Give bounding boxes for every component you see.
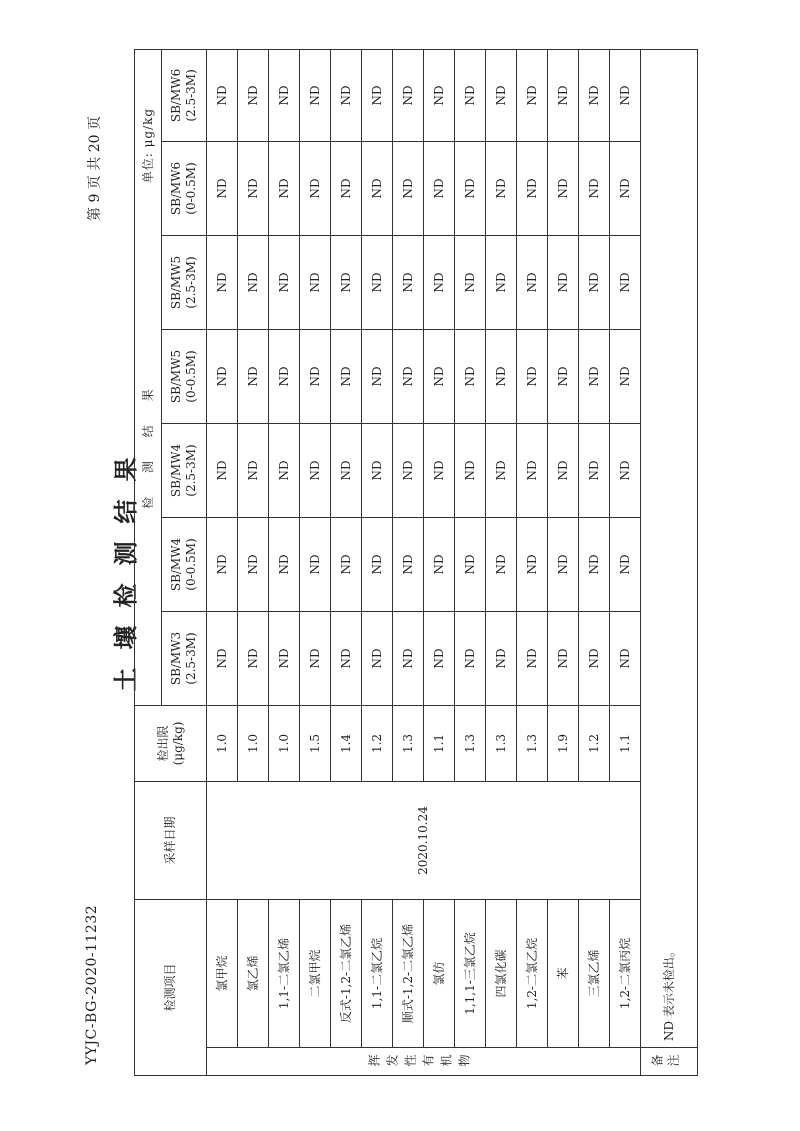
- result-cell: ND: [455, 611, 486, 705]
- item-cell: 二氯甲烷: [300, 899, 331, 1047]
- result-cell: ND: [486, 49, 517, 141]
- limit-cell: 1.2: [362, 705, 393, 781]
- result-cell: ND: [393, 235, 424, 329]
- result-cell: ND: [548, 141, 579, 235]
- result-cell: ND: [486, 329, 517, 423]
- result-cell: ND: [269, 423, 300, 517]
- result-cell: ND: [486, 423, 517, 517]
- result-cell: ND: [486, 141, 517, 235]
- result-cell: ND: [517, 235, 548, 329]
- item-cell: 氯仿: [424, 899, 455, 1047]
- results-table: [134, 49, 698, 1076]
- result-cell: ND: [300, 517, 331, 611]
- result-cell: ND: [610, 49, 641, 141]
- result-cell: ND: [517, 517, 548, 611]
- result-cell: ND: [207, 329, 238, 423]
- date-header: 采样日期: [135, 781, 207, 899]
- sample-header: SB/MW3 (2.5-3M): [162, 611, 207, 705]
- limit-cell: 1.0: [238, 705, 269, 781]
- result-cell: ND: [331, 423, 362, 517]
- result-cell: ND: [207, 423, 238, 517]
- limit-cell: 1.1: [610, 705, 641, 781]
- sample-date-cell: 2020.10.24: [207, 781, 641, 899]
- result-cell: ND: [207, 517, 238, 611]
- sample-header: SB/MW6 (0-0.5M): [162, 141, 207, 235]
- item-cell: 四氯化碳: [486, 899, 517, 1047]
- result-cell: ND: [579, 423, 610, 517]
- result-cell: ND: [517, 611, 548, 705]
- result-cell: ND: [300, 141, 331, 235]
- table-row: [517, 49, 548, 1075]
- result-cell: ND: [579, 517, 610, 611]
- report-code: YYJC-BG-2020-11232: [84, 904, 100, 1065]
- result-cell: ND: [579, 49, 610, 141]
- result-cell: ND: [362, 235, 393, 329]
- table-row: [331, 49, 362, 1075]
- note-label-cell: [641, 1048, 698, 1076]
- result-cell: ND: [362, 141, 393, 235]
- limit-cell: 1.3: [517, 705, 548, 781]
- result-cell: ND: [455, 141, 486, 235]
- table-row: [300, 49, 331, 1075]
- result-cell: ND: [269, 517, 300, 611]
- table-row: [207, 49, 238, 1075]
- result-cell: ND: [517, 49, 548, 141]
- limit-cell: 1.3: [393, 705, 424, 781]
- note-row: [641, 49, 698, 1075]
- unit-label: 单位: μg/kg: [140, 107, 155, 184]
- item-cell: 苯: [548, 899, 579, 1047]
- result-cell: ND: [579, 235, 610, 329]
- result-cell: ND: [548, 49, 579, 141]
- results-group-header: [135, 49, 162, 705]
- result-cell: ND: [331, 235, 362, 329]
- item-header: 检测项目: [135, 899, 207, 1075]
- result-cell: ND: [548, 423, 579, 517]
- table-row: [486, 49, 517, 1075]
- limit-cell: 1.3: [455, 705, 486, 781]
- limit-cell: 1.0: [269, 705, 300, 781]
- result-cell: ND: [486, 517, 517, 611]
- result-cell: ND: [238, 329, 269, 423]
- table-row: [455, 49, 486, 1075]
- result-cell: ND: [548, 235, 579, 329]
- result-cell: ND: [300, 329, 331, 423]
- result-cell: ND: [238, 611, 269, 705]
- result-cell: ND: [486, 235, 517, 329]
- result-cell: ND: [455, 235, 486, 329]
- limit-cell: 1.4: [331, 705, 362, 781]
- result-cell: ND: [269, 141, 300, 235]
- limit-cell: 1.5: [300, 705, 331, 781]
- result-cell: ND: [362, 329, 393, 423]
- result-cell: ND: [393, 141, 424, 235]
- result-cell: ND: [424, 235, 455, 329]
- result-cell: ND: [238, 141, 269, 235]
- result-cell: ND: [238, 423, 269, 517]
- result-cell: ND: [455, 517, 486, 611]
- note-label: 备注: [651, 1054, 683, 1068]
- result-cell: ND: [424, 49, 455, 141]
- item-cell: 1,1-二氯乙烯: [269, 899, 300, 1047]
- result-cell: ND: [269, 611, 300, 705]
- item-cell: 三氯乙烯: [579, 899, 610, 1047]
- sample-header: SB/MW5 (2.5-3M): [162, 235, 207, 329]
- header-row-1: [135, 49, 162, 1075]
- limit-cell: 1.1: [424, 705, 455, 781]
- item-cell: 顺式-1,2-二氯乙烯: [393, 899, 424, 1047]
- result-cell: ND: [362, 49, 393, 141]
- result-cell: ND: [269, 329, 300, 423]
- result-cell: ND: [548, 611, 579, 705]
- result-cell: ND: [579, 329, 610, 423]
- result-cell: ND: [579, 141, 610, 235]
- result-cell: ND: [424, 141, 455, 235]
- result-cell: ND: [424, 423, 455, 517]
- result-cell: ND: [610, 423, 641, 517]
- item-cell: 反式-1,2-二氯乙烯: [331, 899, 362, 1047]
- result-cell: ND: [269, 49, 300, 141]
- result-cell: ND: [300, 49, 331, 141]
- item-cell: 氯乙烯: [238, 899, 269, 1047]
- result-cell: ND: [238, 235, 269, 329]
- result-cell: ND: [455, 423, 486, 517]
- item-cell: 1,1,1-三氯乙烷: [455, 899, 486, 1047]
- result-cell: ND: [610, 329, 641, 423]
- result-cell: ND: [300, 423, 331, 517]
- result-cell: ND: [424, 517, 455, 611]
- result-cell: ND: [238, 49, 269, 141]
- table-row: [424, 49, 455, 1075]
- result-cell: ND: [455, 49, 486, 141]
- item-cell: 1,2-二氯乙烷: [517, 899, 548, 1047]
- result-cell: ND: [207, 49, 238, 141]
- result-cell: ND: [207, 611, 238, 705]
- table-row: [610, 49, 641, 1075]
- result-cell: ND: [331, 329, 362, 423]
- note-text: ND 表示未检出。: [641, 49, 698, 1047]
- result-cell: ND: [238, 517, 269, 611]
- result-cell: ND: [517, 423, 548, 517]
- limit-cell: 1.0: [207, 705, 238, 781]
- table-row: [238, 49, 269, 1075]
- result-cell: ND: [548, 517, 579, 611]
- limit-header: 检出限 (μg/kg): [135, 705, 207, 781]
- result-cell: ND: [300, 235, 331, 329]
- limit-cell: 1.3: [486, 705, 517, 781]
- limit-cell: 1.9: [548, 705, 579, 781]
- result-cell: ND: [393, 49, 424, 141]
- result-cell: ND: [331, 517, 362, 611]
- result-cell: ND: [393, 423, 424, 517]
- result-cell: ND: [331, 141, 362, 235]
- result-cell: ND: [610, 517, 641, 611]
- result-cell: ND: [207, 141, 238, 235]
- result-cell: ND: [579, 611, 610, 705]
- item-cell: 1,1-二氯乙烷: [362, 899, 393, 1047]
- table-row: [362, 49, 393, 1075]
- sample-header: SB/MW6 (2.5-3M): [162, 49, 207, 141]
- table-row: [548, 49, 579, 1075]
- sample-header: SB/MW5 (0-0.5M): [162, 329, 207, 423]
- sample-header: SB/MW4 (2.5-3M): [162, 423, 207, 517]
- result-cell: ND: [393, 517, 424, 611]
- result-cell: ND: [393, 611, 424, 705]
- result-cell: ND: [486, 611, 517, 705]
- result-cell: ND: [517, 141, 548, 235]
- result-cell: ND: [331, 49, 362, 141]
- result-cell: ND: [393, 329, 424, 423]
- category-label: 挥发性有机物: [367, 1054, 476, 1068]
- results-group-label: 检 测 结 果: [140, 379, 155, 509]
- table-row: [579, 49, 610, 1075]
- result-cell: ND: [362, 517, 393, 611]
- result-cell: ND: [455, 329, 486, 423]
- result-cell: ND: [610, 611, 641, 705]
- limit-cell: 1.2: [579, 705, 610, 781]
- page-title: 土壤检测结果: [111, 439, 140, 692]
- result-cell: ND: [362, 423, 393, 517]
- item-cell: 1,2-二氯丙烷: [610, 899, 641, 1047]
- result-cell: ND: [610, 141, 641, 235]
- result-cell: ND: [300, 611, 331, 705]
- result-cell: ND: [424, 611, 455, 705]
- result-cell: ND: [362, 611, 393, 705]
- result-cell: ND: [207, 235, 238, 329]
- result-cell: ND: [548, 329, 579, 423]
- sample-header: SB/MW4 (0-0.5M): [162, 517, 207, 611]
- result-cell: ND: [269, 235, 300, 329]
- result-cell: ND: [331, 611, 362, 705]
- category-cell: [207, 1048, 641, 1076]
- item-cell: 氯甲烷: [207, 899, 238, 1047]
- table-row: [269, 49, 300, 1075]
- result-cell: ND: [517, 329, 548, 423]
- table-row: [393, 49, 424, 1075]
- page-info: 第 9 页 共 20 页: [87, 116, 103, 221]
- result-cell: ND: [610, 235, 641, 329]
- result-cell: ND: [424, 329, 455, 423]
